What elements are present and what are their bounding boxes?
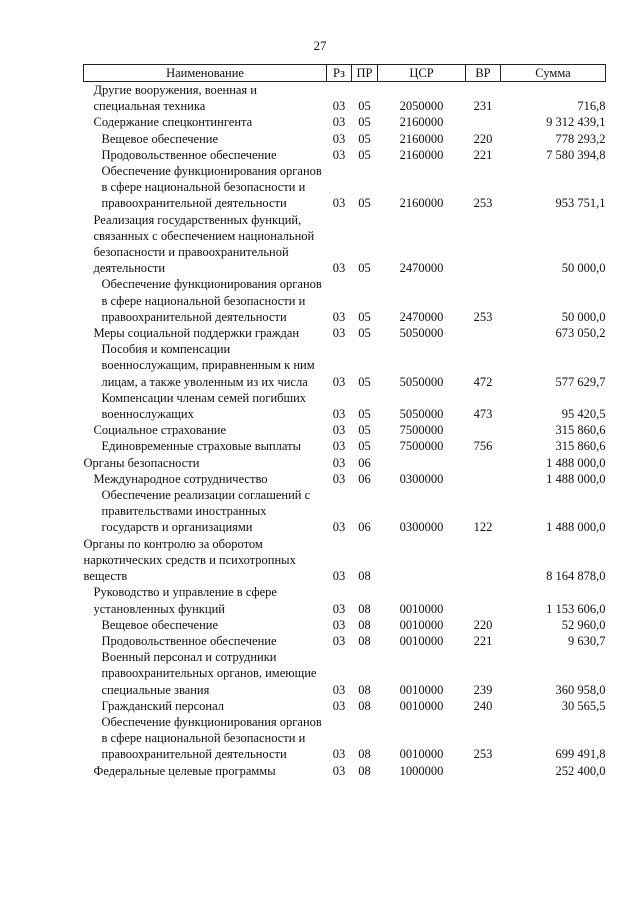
table-row [84,649,606,698]
row-pr: 05 [358,423,371,438]
row-sum: 1 488 000,0 [546,455,606,470]
row-pr: 08 [358,569,371,584]
row-rz: 03 [332,569,346,584]
header-vr: ВР [466,65,501,82]
row-pr: 05 [358,99,371,114]
row-rz: 03 [332,196,346,211]
row-sum: 30 565,5 [561,698,606,713]
row-rz: 03 [332,471,346,486]
row-rz: 03 [332,617,346,632]
row-pr: 05 [358,407,371,422]
row-sum: 50 000,0 [561,309,606,324]
row-csr: 2160000 [399,196,444,211]
row-rz: 03 [332,326,346,341]
row-csr: 2470000 [399,309,444,324]
row-name: Меры социальной поддержки граждан [93,326,300,341]
row-rz: 03 [332,698,346,713]
table-row [84,584,606,616]
header-rz: Рз [327,65,352,82]
row-pr: 05 [358,374,371,389]
table-row [84,714,606,763]
table-row [84,276,606,325]
row-pr: 05 [358,147,371,162]
row-vr: 240 [473,698,493,713]
row-rz: 03 [332,520,346,535]
row-sum: 1 488 000,0 [546,520,606,535]
row-vr [466,584,501,616]
row-pr: 05 [358,439,371,454]
page-number: 27 [313,38,327,53]
row-rz: 03 [332,115,346,130]
row-name: Содержание спецконтингента [93,115,253,130]
row-name: Обеспечение функционирования органов в сфере национальной безопасности и правоохранительной деятельности [101,164,322,211]
table-row [84,147,606,163]
table-row [84,698,606,714]
row-rz: 03 [332,309,346,324]
row-name: Органы безопасности [83,455,200,470]
row-csr [378,536,466,585]
table-row [84,617,606,633]
table-header [84,65,606,82]
row-sum: 252 400,0 [555,763,606,778]
row-rz: 03 [332,633,346,648]
row-pr: 05 [358,309,371,324]
row-name: Компенсации членам семей погибших военнослужащих [101,390,307,422]
table-body [84,82,606,779]
table-row [84,325,606,341]
row-vr [466,455,501,471]
row-name: Обеспечение реализации соглашений с правительствами иностранных государств и организациями [101,488,311,535]
row-name: Единовременные страховые выплаты [101,439,302,454]
row-pr: 08 [358,747,371,762]
row-sum: 7 580 394,8 [546,147,606,162]
row-vr: 122 [473,520,493,535]
row-pr: 08 [358,682,371,697]
row-csr: 0010000 [399,682,444,697]
table-row [84,131,606,147]
row-vr: 756 [473,439,493,454]
table-row [84,487,606,536]
row-rz: 03 [332,601,346,616]
row-sum: 315 860,6 [555,439,606,454]
row-vr: 253 [473,196,493,211]
row-pr: 08 [358,617,371,632]
table-row [84,633,606,649]
row-pr: 06 [358,520,371,535]
row-rz: 03 [332,374,346,389]
row-rz: 03 [332,439,346,454]
row-rz: 03 [332,455,346,470]
row-vr [466,212,501,277]
row-rz: 03 [332,147,346,162]
row-rz: 03 [332,423,346,438]
row-rz: 03 [332,407,346,422]
row-csr: 0010000 [399,633,444,648]
row-vr [466,325,501,341]
row-pr: 08 [358,698,371,713]
row-name: Другие вооружения, военная и специальная техника [93,83,257,114]
row-csr: 5050000 [399,407,444,422]
row-sum: 360 958,0 [555,682,606,697]
row-sum: 8 164 878,0 [546,569,606,584]
row-pr: 08 [358,601,371,616]
row-csr: 0010000 [399,698,444,713]
row-sum: 673 050,2 [555,326,606,341]
row-sum: 778 293,2 [555,131,606,146]
row-vr: 231 [473,99,493,114]
table-row [84,422,606,438]
row-name: Руководство и управление в сфере установленных функций [93,585,277,616]
row-csr: 0010000 [399,747,444,762]
row-csr: 0300000 [399,520,444,535]
row-name: Пособия и компенсации военнослужащим, приравненным к ним лицам, а также уволенным из их числа [101,342,315,389]
row-sum: 95 420,5 [561,407,606,422]
row-pr: 05 [358,326,371,341]
row-csr: 0010000 [399,601,444,616]
table-row [84,763,606,779]
row-name: Военный персонал и сотрудники правоохранительных органов, имеющие специальные звания [101,650,317,697]
row-sum: 9 312 439,1 [546,115,606,130]
table-row [84,455,606,471]
table-row [84,438,606,454]
row-name: Гражданский персонал [101,698,224,713]
row-pr: 06 [358,471,371,486]
row-rz: 03 [332,99,346,114]
table-row [84,212,606,277]
row-csr: 7500000 [399,439,444,454]
row-csr: 2050000 [399,99,444,114]
row-vr [466,422,501,438]
row-rz: 03 [332,747,346,762]
row-pr: 05 [358,196,371,211]
row-vr: 473 [473,407,493,422]
row-vr: 253 [473,309,493,324]
row-name: Органы по контролю за оборотом наркотических средств и психотропных веществ [83,536,296,584]
row-vr [466,763,501,779]
row-vr: 221 [473,633,493,648]
table-row [84,390,606,422]
row-pr: 05 [358,261,371,276]
row-sum: 50 000,0 [561,261,606,276]
row-name: Вещевое обеспечение [101,617,218,632]
header-csr: ЦСР [378,65,466,82]
row-name: Вещевое обеспечение [101,131,218,146]
row-vr [466,471,501,487]
row-sum: 52 960,0 [561,617,606,632]
row-sum: 953 751,1 [555,196,606,211]
row-csr: 2160000 [399,147,444,162]
row-rz: 03 [332,261,346,276]
row-name: Социальное страхование [93,423,227,438]
row-name: Обеспечение функционирования органов в сфере национальной безопасности и правоохранительной деятельности [101,277,322,324]
row-name: Обеспечение функционирования органов в сфере национальной безопасности и правоохранительной деятельности [101,714,322,762]
row-name: Международное сотрудничество [93,471,268,486]
row-sum: 9 630,7 [568,633,606,648]
row-csr: 2470000 [399,261,444,276]
row-pr: 08 [358,763,371,778]
row-sum: 699 491,8 [555,747,606,762]
header-sum: Сумма [501,65,606,82]
row-name: Продовольственное обеспечение [101,147,277,162]
row-sum: 1 488 000,0 [546,471,606,486]
row-sum: 577 629,7 [555,374,606,389]
row-sum: 315 860,6 [555,423,606,438]
row-csr: 5050000 [399,326,444,341]
table-row [84,471,606,487]
row-sum: 716,8 [577,99,606,114]
row-vr: 221 [473,147,493,162]
row-csr: 7500000 [399,423,444,438]
table-row [84,341,606,390]
header-name: Наименование [84,65,327,82]
row-csr: 2160000 [399,131,444,146]
row-name: Федеральные целевые программы [93,763,276,778]
row-vr: 220 [473,131,493,146]
table-row [84,82,606,115]
budget-table [83,64,606,779]
row-csr [378,455,466,471]
table-row [84,536,606,585]
row-csr: 1000000 [399,763,444,778]
row-sum: 1 153 606,0 [546,601,606,616]
row-pr: 08 [358,633,371,648]
row-vr: 253 [473,747,493,762]
row-csr: 0010000 [399,617,444,632]
row-vr [466,114,501,130]
row-vr [466,536,501,585]
row-csr: 5050000 [399,374,444,389]
row-vr: 220 [473,617,493,632]
row-name: Продовольственное обеспечение [101,633,277,648]
row-name: Реализация государственных функций, связанных с обеспечением национальной безопасности и правоохранительной деятельности [93,212,315,276]
row-csr: 2160000 [399,115,444,130]
row-rz: 03 [332,131,346,146]
row-rz: 03 [332,682,346,697]
row-vr: 472 [473,374,493,389]
table-row [84,163,606,212]
header-pr: ПР [352,65,378,82]
row-pr: 05 [358,131,371,146]
row-csr: 0300000 [399,471,444,486]
row-rz: 03 [332,763,346,778]
row-pr: 06 [358,455,371,470]
table-row [84,114,606,130]
row-vr: 239 [473,682,493,697]
row-pr: 05 [358,115,371,130]
